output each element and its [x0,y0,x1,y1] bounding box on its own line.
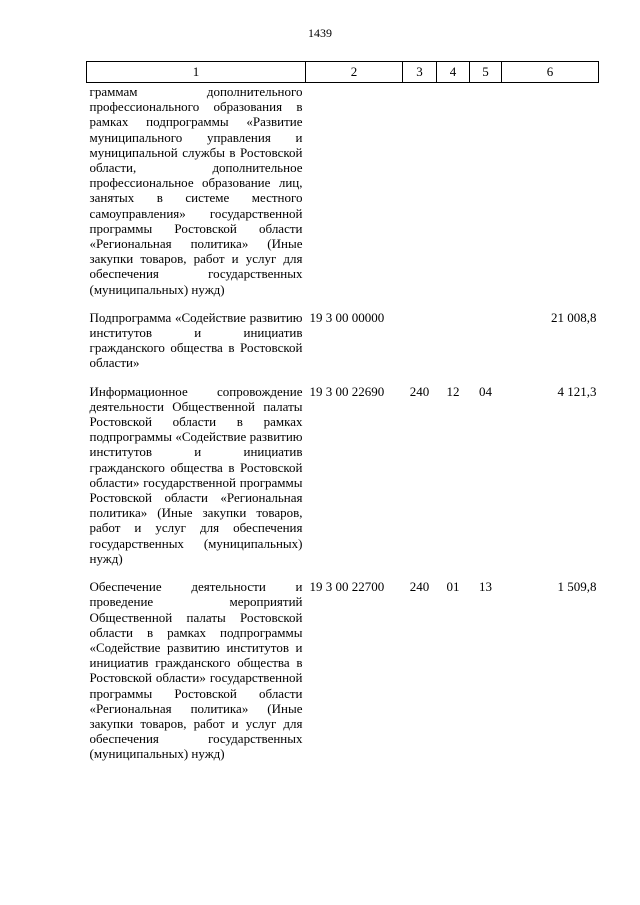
table-header-row [87,62,599,83]
row-code: 19 3 00 00000 [309,309,385,325]
row-name: граммам дополнительного профессионального образования в рамках подпрограммы «Развитие муниципального управления и муниципальной службы в Ростовской области, дополнительное профессиональное образование лиц, занятых в системе местного самоуправления» государственной программы Ростовской области «Региональная политика» (Иные закупки товаров, работ и услуг для обеспечения государственных (муниципальных) нужд) [89,84,303,297]
header-col-4: 4 [437,62,470,83]
header-col-6: 6 [502,62,599,83]
table-row [87,83,599,297]
row-name: Обеспечение деятельности и проведение мероприятий Общественной палаты Ростовской области в рамках подпрограммы «Содействие развитию институтов и инициатив гражданского общества в Ростовской области» государственной программы Ростовской области «Региональная политика» (Иные закупки товаров, работ и услуг для обеспечения государственных (муниципальных) нужд) [89,579,303,762]
table-row [87,383,599,566]
row-amount [502,83,599,297]
page-number: 1439 [308,26,332,40]
row-col-5 [470,309,502,371]
row-col-4 [437,83,470,297]
row-name: Информационное сопровождение деятельности Общественной палаты Ростовской области в рамках подпрограммы «Содействие развитию институтов и инициатив гражданского общества в Ростовской области» государственной программы Ростовской области «Региональная политика» (Иные закупки товаров, работ и услуг для обеспечения государственных (муниципальных) нужд) [89,383,303,566]
row-name: Подпрограмма «Содействие развитию институтов и инициатив гражданского общества в Ростовской области» [89,309,303,371]
row-col-3 [403,309,437,371]
header-col-3: 3 [403,62,437,83]
row-code: 19 3 00 22690 [309,383,385,399]
row-amount: 4 121,3 [557,383,597,399]
row-amount: 21 008,8 [551,309,597,325]
header-col-5: 5 [470,62,502,83]
row-col-4: 12 [446,383,460,399]
row-col-5: 04 [479,383,492,399]
table-row [87,578,599,761]
budget-table [86,61,599,762]
header-col-1: 1 [87,62,306,83]
row-code: 19 3 00 22700 [309,579,385,595]
row-amount: 1 509,8 [557,579,597,595]
table-row [87,309,599,371]
row-code [306,83,403,297]
row-col-4 [437,309,470,371]
row-col-5 [470,83,502,297]
row-col-3: 240 [409,579,430,595]
row-col-5: 13 [479,579,492,595]
row-col-3: 240 [409,383,430,399]
header-col-2: 2 [306,62,403,83]
row-col-3 [403,83,437,297]
row-col-4: 01 [446,579,460,595]
